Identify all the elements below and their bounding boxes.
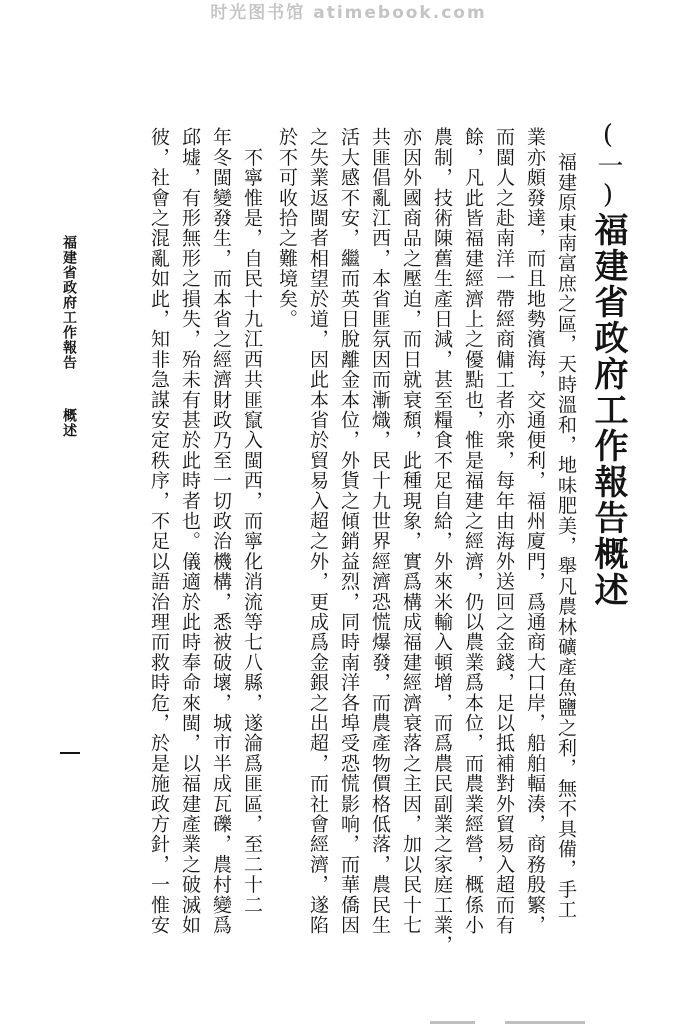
text-column: 彼，社會之混亂如此，知非急謀安定秩序，不足以語治理而救時危，於是施政方針，一惟安 [148,127,170,935]
text-column: 農制，技術陳舊生產日減，甚至糧食不足自給，外來米輸入頓增，而爲農民副業之家庭工業， [431,127,453,956]
title-text: 福建省政府工作報告概述 [588,212,628,608]
text-column: 業亦頗發達，而且地勢濱海，交通便利，福州廈門，爲通商大口岸，船舶輻湊，商務殷繁， [524,127,546,935]
running-header-title: 福建省政府工作報告 [61,235,77,370]
text-column: 而閩人之赴南洋一帶經商傭工者亦衆，每年由海外送回之金錢，足以抵補對外貿易入超而有 [493,127,515,935]
text-column: 亦因外國商品之壓迫，而日就衰頹，此種現象，實爲構成福建經濟衰落之主因，加以民十七 [400,127,422,935]
text-column: 邱墟，有形無形之損失，殆未有甚於此時者也。儀適於此時奉命來閩，以福建產業之破滅如 [179,127,201,935]
text-column: 餘，凡此皆福建經濟上之優點也，惟是福建之經濟，仍以農業爲本位，而農業經營，概係小 [462,127,484,935]
text-column: 活大感不安，繼而英日脫離金本位，外貨之傾銷益烈，同時南洋各埠受恐慌影响，而華僑因 [338,127,360,935]
text-column: 於不可收拾之難境矣。 [276,127,298,329]
text-column: 不寧惟是，自民十九江西共匪竄入閩西，而寧化消流等七八縣，遂淪爲匪區，至二十二 [241,127,263,915]
running-header-section: 概述 [61,408,77,438]
page-number [60,752,80,754]
text-column: 福建原東南富庶之區，天時溫和，地味肥美，舉凡農林礦產魚鹽之利，無不具備，手工 [555,152,577,920]
text-column: 共匪倡亂江西，本省匪氛因而漸熾，民十九世界經濟恐慌爆發，而農產物價格低落，農民生 [369,127,391,935]
page-title [588,120,628,608]
text-column: 年冬閩變發生，而本省之經濟財政乃至一切政治機構，悉被破壞，城市半成瓦礫，農村變爲 [210,127,232,935]
text-column: 之失業返閩者相望於道，因此本省於貿易入超之外，更成爲金銀之出超，而社會經濟，遂陷 [307,127,329,935]
watermark-text: 时光图书馆 atimebook.com [210,3,487,23]
section-number: (一) [593,120,623,212]
running-header [60,235,78,438]
